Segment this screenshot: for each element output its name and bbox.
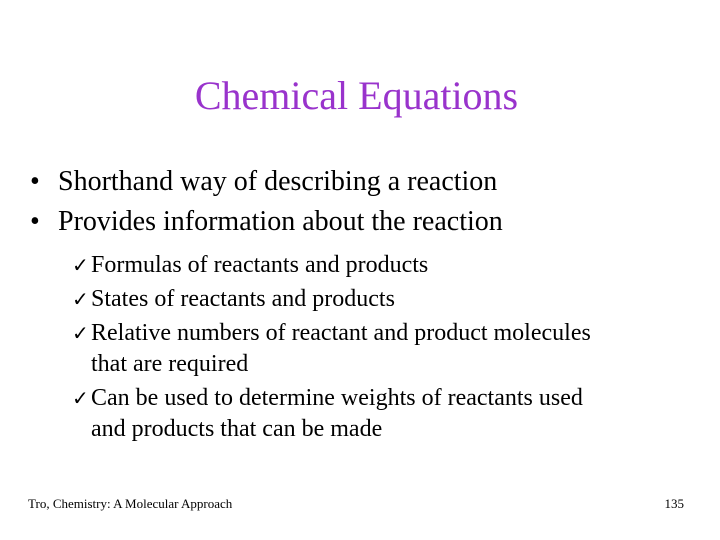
- checkmark-icon: ✓: [72, 287, 89, 311]
- bullet-icon: •: [30, 206, 40, 237]
- checkmark-icon: ✓: [72, 253, 89, 277]
- check-text: Can be used to determine weights of reactants used and products that can be made: [91, 385, 583, 442]
- page-number: 135: [664, 496, 684, 511]
- check-list: [72, 250, 712, 448]
- slide-title: Chemical Equations: [194, 73, 519, 118]
- bullet-list: [30, 162, 710, 242]
- check-text: Relative numbers of reactant and product molecules that are required: [91, 320, 591, 377]
- check-text: Formulas of reactants and products: [91, 252, 429, 278]
- bullet-item: [30, 202, 710, 242]
- checkmark-icon: ✓: [72, 321, 89, 345]
- footer-source: Tro, Chemistry: A Molecular Approach: [28, 496, 233, 511]
- check-item: [72, 383, 712, 445]
- check-text: States of reactants and products: [91, 286, 395, 312]
- bullet-icon: •: [30, 166, 40, 197]
- bullet-item: [30, 162, 710, 202]
- check-item: [72, 250, 712, 281]
- checkmark-icon: ✓: [72, 386, 89, 410]
- check-item: [72, 318, 712, 380]
- check-item: [72, 284, 712, 315]
- bullet-text: Shorthand way of describing a reaction: [58, 166, 498, 197]
- bullet-text: Provides information about the reaction: [58, 206, 503, 237]
